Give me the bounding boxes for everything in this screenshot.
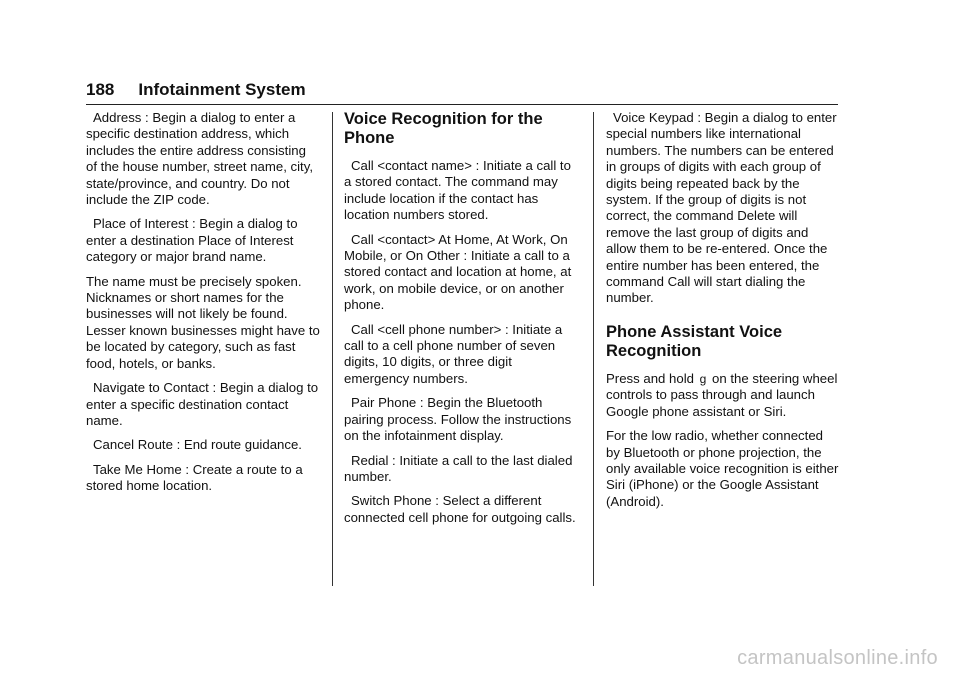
command-term: Call <cell phone number> bbox=[351, 321, 502, 337]
command-description: Begin a dialog to enter a specific destination address, which includes the entire address consisting of the house number, street name, city, state/province, and country. Do not include the ZIP code. bbox=[86, 110, 313, 208]
command-description: Initiate a call to a stored contact. The command may include location if the contact has location numbers stored. bbox=[344, 158, 571, 223]
command-entry: Voice Keypad : Begin a dialog to enter special numbers like international numbers. The numbers can be entered in groups of digits with each group of digits being repeated back by the system. If the group of digits is not correct, the command Delete will remove the last group of digits and allow them to be re-entered. Once the entire number has been entered, the command Call will start dialing the number. bbox=[606, 110, 837, 306]
command-description: Begin a dialog to enter a destination Place of Interest category or major brand name. bbox=[86, 216, 298, 265]
command-term: Navigate to Contact bbox=[93, 380, 209, 396]
command-entry: Call <contact> At Home, At Work, On Mobile, or On Other : Initiate a call to a stored contact and location at home, at work, on mobile device, or on another phone. bbox=[344, 231, 572, 313]
command-term: Take Me Home bbox=[93, 461, 182, 477]
column-navigation-commands bbox=[86, 110, 320, 503]
command-description: Begin the Bluetooth pairing process. Follow the instructions on the infotainment display. bbox=[344, 395, 572, 444]
command-entry: Navigate to Contact : Begin a dialog to enter a specific destination contact name. bbox=[86, 380, 319, 428]
command-description: Begin a dialog to enter a specific destination contact name. bbox=[86, 380, 319, 428]
command-description: Select a different connected cell phone for outgoing calls. bbox=[344, 493, 576, 525]
command-term: Voice Keypad bbox=[613, 110, 694, 125]
page-header bbox=[86, 80, 306, 100]
section-title: Infotainment System bbox=[138, 80, 306, 99]
command-entry: Take Me Home : Create a route to a stored home location. bbox=[86, 461, 303, 494]
watermark: carmanualsonline.info bbox=[737, 647, 938, 669]
header-rule bbox=[86, 104, 838, 105]
command-entry: Address : Begin a dialog to enter a specific destination address, which includes the entire address consisting of the house number, street name, city, state/province, and country. Do not include the ZIP code. bbox=[86, 110, 313, 208]
command-description: Initiate a call to a cell phone number of seven digits, 10 digits, or three digit emergency numbers. bbox=[344, 321, 563, 386]
command-description: Initiate a call to the last dialed number. bbox=[344, 452, 573, 484]
command-term: Pair Phone bbox=[351, 395, 417, 411]
command-term: Place of Interest bbox=[93, 216, 189, 232]
column-divider bbox=[332, 112, 333, 586]
page-number: 188 bbox=[86, 80, 115, 99]
command-term: Address bbox=[93, 110, 142, 125]
command-entry: Call <cell phone number> : Initiate a call to a cell phone number of seven digits, 10 digits, or three digit emergency numbers. bbox=[344, 321, 563, 386]
command-description: End route guidance. bbox=[183, 437, 302, 453]
command-entry: Call <contact name> : Initiate a call to a stored contact. The command may include location if the contact has location numbers stored. bbox=[344, 158, 571, 223]
low-radio-paragraph: For the low radio, whether connected by Bluetooth or phone projection, the only available voice recognition is either Siri (iPhone) or the Google Assistant (Android). bbox=[606, 428, 839, 509]
command-term: Cancel Route bbox=[93, 437, 173, 453]
column-divider bbox=[593, 112, 594, 586]
command-entry: Pair Phone : Begin the Bluetooth pairing process. Follow the instructions on the infotainment display. bbox=[344, 395, 572, 444]
column-phone-commands bbox=[344, 110, 578, 534]
push-to-talk-icon: g bbox=[699, 371, 707, 386]
command-description: Begin a dialog to enter special numbers like international numbers. The numbers can be entered in groups of digits with each group of digits being repeated back by the system. If the group of digits is not correct, the command Delete will remove the last group of digits and allow them to be re-entered. Once the entire number has been entered, the command Call will start dialing the number. bbox=[606, 110, 837, 306]
command-term: Call <contact name> bbox=[351, 158, 472, 173]
command-term: Switch Phone bbox=[351, 493, 432, 509]
command-description: Create a route to a stored home location. bbox=[86, 461, 303, 494]
command-entry: Redial : Initiate a call to the last dialed number. bbox=[344, 452, 573, 484]
command-term: Redial bbox=[351, 452, 389, 468]
column-assistant bbox=[606, 110, 840, 518]
command-description: Initiate a call to a stored contact and location at home, at work, on mobile device, or on another phone. bbox=[344, 248, 572, 313]
command-entry: Place of Interest : Begin a dialog to enter a destination Place of Interest category or major brand name. bbox=[86, 216, 298, 265]
command-term: Call <contact> At Home, At Work, On Mobile, or On Other bbox=[344, 231, 568, 264]
section-heading: Voice Recognition for the Phone bbox=[344, 110, 543, 147]
instruction-paragraph: Press and hold g on the steering wheel controls to pass through and launch Google phone assistant or Siri. bbox=[606, 370, 838, 419]
command-entry: Switch Phone : Select a different connected cell phone for outgoing calls. bbox=[344, 493, 576, 525]
section-heading: Phone Assistant Voice Recognition bbox=[606, 322, 783, 360]
command-entry: Cancel Route : End route guidance. bbox=[86, 437, 320, 453]
note-paragraph: The name must be precisely spoken. Nicknames or short names for the businesses will not likely be found. Lesser known businesses might have to be located by category, such as fast food, hotels, or banks. bbox=[86, 273, 320, 371]
